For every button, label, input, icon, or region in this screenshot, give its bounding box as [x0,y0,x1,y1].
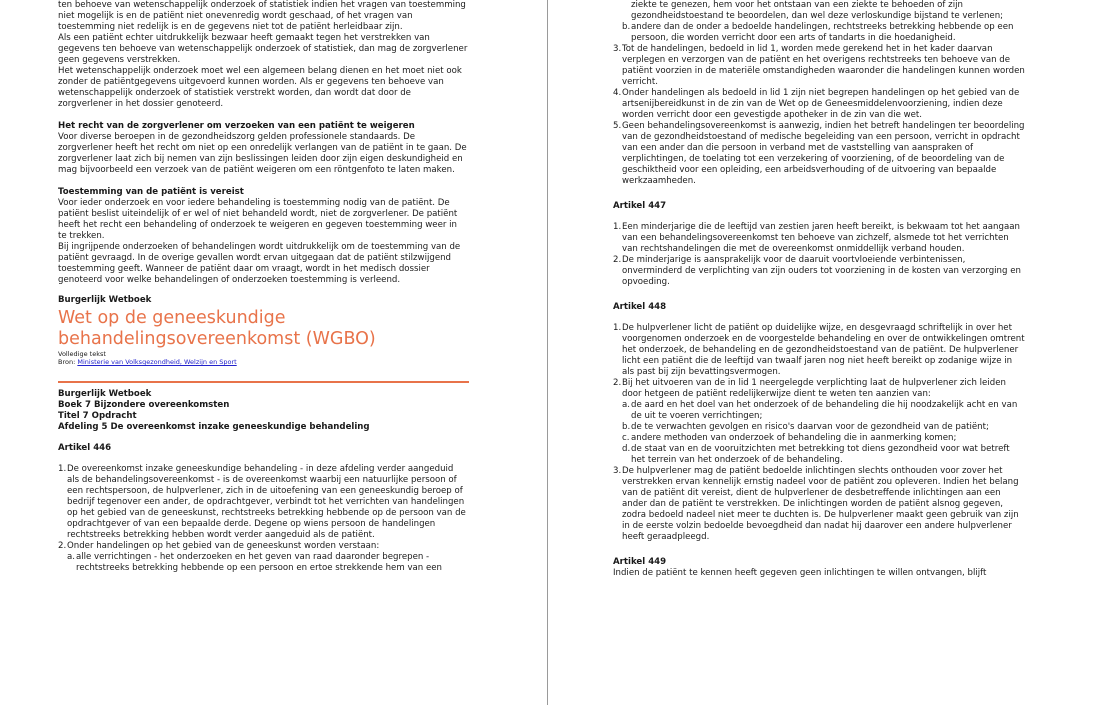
law-title: Wet op de geneeskundige behandelingsovereenkomst (WGBO) [58,308,376,349]
volledige-tekst-label: Volledige tekst [58,350,106,358]
list-item [58,541,468,552]
list-item [613,378,1025,400]
left-page [58,0,468,574]
item-number: 4. [613,88,622,98]
header-burgerlijk-wetboek: Burgerlijk Wetboek [58,389,152,399]
heading-weigeren: Het recht van de zorgverlener om verzoeken van een patiënt te weigeren [58,121,415,131]
item-text: Geen behandelingsovereenkomst is aanwezig, indien het betreft handelingen ter beoordeling van de gezondheidstoestand of medische begeleiding van een persoon, verricht in opdracht van een ander dan die persoon in verband met de vaststelling van aanspraken of verplichtingen, de toelating tot een verzekering of voorziening, of de beoordeling van de geschiktheid voor een opleiding, een arbeidsverhouding of de uitvoering van bepaalde werkzaamheden. [622,121,1025,186]
item-number: 3. [613,466,622,476]
item-text: De hulpverlener mag de patiënt bedoelde inlichtingen slechts onthouden voor zover het verstrekken ervan kennelijk ernstig nadeel voor de patiënt zou opleveren. Indien het belang van de patiënt dit vereist, dient de hulpverlener de desbetreffende inlichtingen aan een ander dan de patiënt te verstrekken. De inlichtingen worden de patiënt alsnog gegeven, zodra bedoeld nadeel niet meer te duchten is. De hulpverlener maakt geen gebruik van zijn in de eerste volzin bedoelde bevoegdheid dan nadat hij daarover een andere hulpverlener heeft geraadpleegd. [622,466,1019,542]
item-number: 2. [613,255,622,265]
source-link[interactable]: Ministerie van Volksgezondheid, Welzijn en Sport [77,358,237,366]
sub-list-item [613,22,1025,44]
list-item [613,466,1025,543]
item-letter: d. [622,444,631,454]
item-text: Bij het uitvoeren van de in lid 1 neergelegde verplichting laat de hulpverlener zich leiden door hetgeen de patiënt redelijkerwijze dient te weten ten aanzien van: [622,378,1006,399]
item-number: 5. [613,121,622,131]
item-text: De minderjarige is aansprakelijk voor de daaruit voortvloeiende verbintenissen, onverminderd de verplichting van zijn ouders tot voorziening in de kosten van verzorging en opvoeding. [622,255,1021,287]
item-text: Een minderjarige die de leeftijd van zestien jaren heeft bereikt, is bekwaam tot het aangaan van een behandelingsovereenkomst ten behoeve van zichzelf, alsmede tot het verrichten van rechtshandelingen die met de overeenkomst onmiddellijk verband houden. [622,222,1020,254]
item-number: 2. [58,541,67,551]
header-afdeling-5: Afdeling 5 De overeenkomst inzake geneeskundige behandeling [58,422,370,432]
item-letter: b. [622,22,631,32]
sub-list-item [613,422,1025,433]
item-number: 1. [613,222,622,232]
artikel-446-title: Artikel 446 [58,443,112,453]
sub-list-item [58,552,468,574]
artikel-448-title: Artikel 448 [613,302,667,312]
item-text: De overeenkomst inzake geneeskundige behandeling - in deze afdeling verder aangeduid als de behandelingsovereenkomst - is de overeenkomst waarbij een natuurlijke persoon of een rechtspersoon, de hulpverlener, zich in de uitoefening van een geneeskundig beroep of bedrijf tegenover een ander, de opdrachtgever, verbindt tot het verrichten van handelingen op het gebied van de geneeskunst, rechtstreeks betrekking hebbende op de persoon van de opdrachtgever of van een bepaalde derde. Degene op wiens persoon de handelingen rechtstreeks betrekking hebben wordt verder aangeduid als de patiënt. [67,464,466,540]
sub-list-item-continued [613,0,1025,22]
item-text: ziekte te genezen, hem voor het ontstaan van een ziekte te behoeden of zijn gezondheidstoestand te beoordelen, dan wel deze verloskundige bijstand te verlenen; [631,0,1004,21]
paragraph-toestemming-1: Voor ieder onderzoek en voor iedere behandeling is toestemming nodig van de patiënt. De patiënt beslist uiteindelijk of er wel of niet behandeld wordt, niet de zorgverlener. De patiënt heeft het recht een behandeling of onderzoek te weigeren en gegeven toestemming weer in te trekken. [58,198,458,241]
item-text: de aard en het doel van het onderzoek of de behandeling die hij noodzakelijk acht en van de uit te voeren verrichtingen; [631,400,1018,421]
artikel-447-title: Artikel 447 [613,201,667,211]
item-text: de te verwachten gevolgen en risico's daarvan voor de gezondheid van de patiënt; [631,422,989,432]
paragraph-weigeren: Voor diverse beroepen in de gezondheidszorg gelden professionele standaards. De zorgverlener heeft het recht om niet op een onredelijk verlangen van de patiënt in te gaan. De zorgverlener laat zich bij nemen van zijn beslissingen leiden door zijn eigen deskundigheid en mag bijvoorbeeld een verzoek van de patiënt weigeren om een röntgenfoto te laten maken. [58,132,467,175]
source-line [58,358,468,366]
item-text: de staat van en de vooruitzichten met betrekking tot diens gezondheid voor wat betreft het terrein van het onderzoek of de behandeling. [631,444,1010,465]
artikel-449-title: Artikel 449 [613,557,667,567]
item-number: 1. [58,464,67,474]
item-text: Onder handelingen als bedoeld in lid 1 zijn niet begrepen handelingen op het gebied van de artsenijbereidkunst in de zin van de Wet op de Geneesmiddelenvoorziening, indien deze worden verricht door een gevestigde apotheker in de zin van die wet. [622,88,1020,120]
item-number: 2. [613,378,622,388]
list-item [613,222,1025,255]
book-label: Burgerlijk Wetboek [58,295,152,305]
item-text: Onder handelingen op het gebied van de geneeskunst worden verstaan: [67,541,380,551]
list-item [58,464,468,541]
item-letter: a. [67,552,75,562]
list-item [613,44,1025,88]
intro-paragraph-3: Het wetenschappelijk onderzoek moet wel een algemeen belang dienen en het moet niet ook zonder de patiëntgegevens uitgevoerd kunnen worden. Als er gegevens ten behoeve van wetenschappelijk onderzoek of statistiek verstrekt worden, dan wordt dat door de zorgverlener in het dossier genoteerd. [58,66,462,109]
item-text: andere methoden van onderzoek of behandeling die in aanmerking komen; [631,433,957,443]
header-titel-7: Titel 7 Opdracht [58,411,137,421]
section-divider [58,381,469,383]
heading-toestemming: Toestemming van de patiënt is vereist [58,187,244,197]
item-letter: b. [622,422,631,432]
paragraph-toestemming-2: Bij ingrijpende onderzoeken of behandelingen wordt uitdrukkelijk om de toestemming van de patiënt gevraagd. In de overige gevallen wordt ervan uitgegaan dat de patiënt stilzwijgend toestemming geeft. Wanneer de patiënt daar om vraagt, wordt in het medisch dossier genoteerd voor welke behandelingen of onderzoeken toestemming is verleend. [58,242,461,285]
item-letter: c. [622,433,630,443]
item-number: 3. [613,44,622,54]
list-item [613,255,1025,288]
item-text: Tot de handelingen, bedoeld in lid 1, worden mede gerekend het in het kader daarvan verplegen en verzorgen van de patiënt en het overigens rechtstreeks ten behoeve van de patiënt voorzien in de materiële omstandigheden waaronder die handelingen kunnen worden verricht. [622,44,1025,87]
sub-list-item [613,433,1025,444]
sub-list-item [613,444,1025,466]
sub-list-item [613,400,1025,422]
intro-paragraph-1: ten behoeve van wetenschappelijk onderzoek of statistiek indien het vragen van toestemming niet mogelijk is en de patiënt niet onevenredig wordt geschaad, of het vragen van toestemming niet redelijk is en de gegevens niet tot de patiënt herleidbaar zijn. [58,0,466,32]
item-text: De hulpverlener licht de patiënt op duidelijke wijze, en desgevraagd schriftelijk in over het voorgenomen onderzoek en de voorgestelde behandeling en over de ontwikkelingen omtrent het onderzoek, de behandeling en de gezondheidstoestand van de patiënt. De hulpverlener licht een patiënt die de leeftijd van twaalf jaren nog niet heeft bereikt op zodanige wijze in als past bij zijn bevattingsvermogen. [622,323,1025,377]
item-letter: a. [622,400,630,410]
header-boek-7: Boek 7 Bijzondere overeenkomsten [58,400,230,410]
right-page [613,0,1025,579]
source-label: Bron: [58,358,76,366]
artikel-449-text: Indien de patiënt te kennen heeft gegeven geen inlichtingen te willen ontvangen, blijft [613,568,987,578]
list-item [613,121,1025,187]
item-text: andere dan de onder a bedoelde handelingen, rechtstreeks betrekking hebbende op een persoon, die worden verricht door een arts of tandarts in die hoedanigheid. [631,22,1014,43]
page-divider [547,0,548,705]
intro-paragraph-2: Als een patiënt echter uitdrukkelijk bezwaar heeft gemaakt tegen het verstrekken van gegevens ten behoeve van wetenschappelijk onderzoek of statistiek, dan mag de zorgverlener geen gegevens verstrekken. [58,33,468,65]
item-text: alle verrichtingen - het onderzoeken en het geven van raad daaronder begrepen - rechtstreeks betrekking hebbende op een persoon en ertoe strekkende hem van een [76,552,442,573]
item-number: 1. [613,323,622,333]
list-item [613,323,1025,378]
list-item [613,88,1025,121]
